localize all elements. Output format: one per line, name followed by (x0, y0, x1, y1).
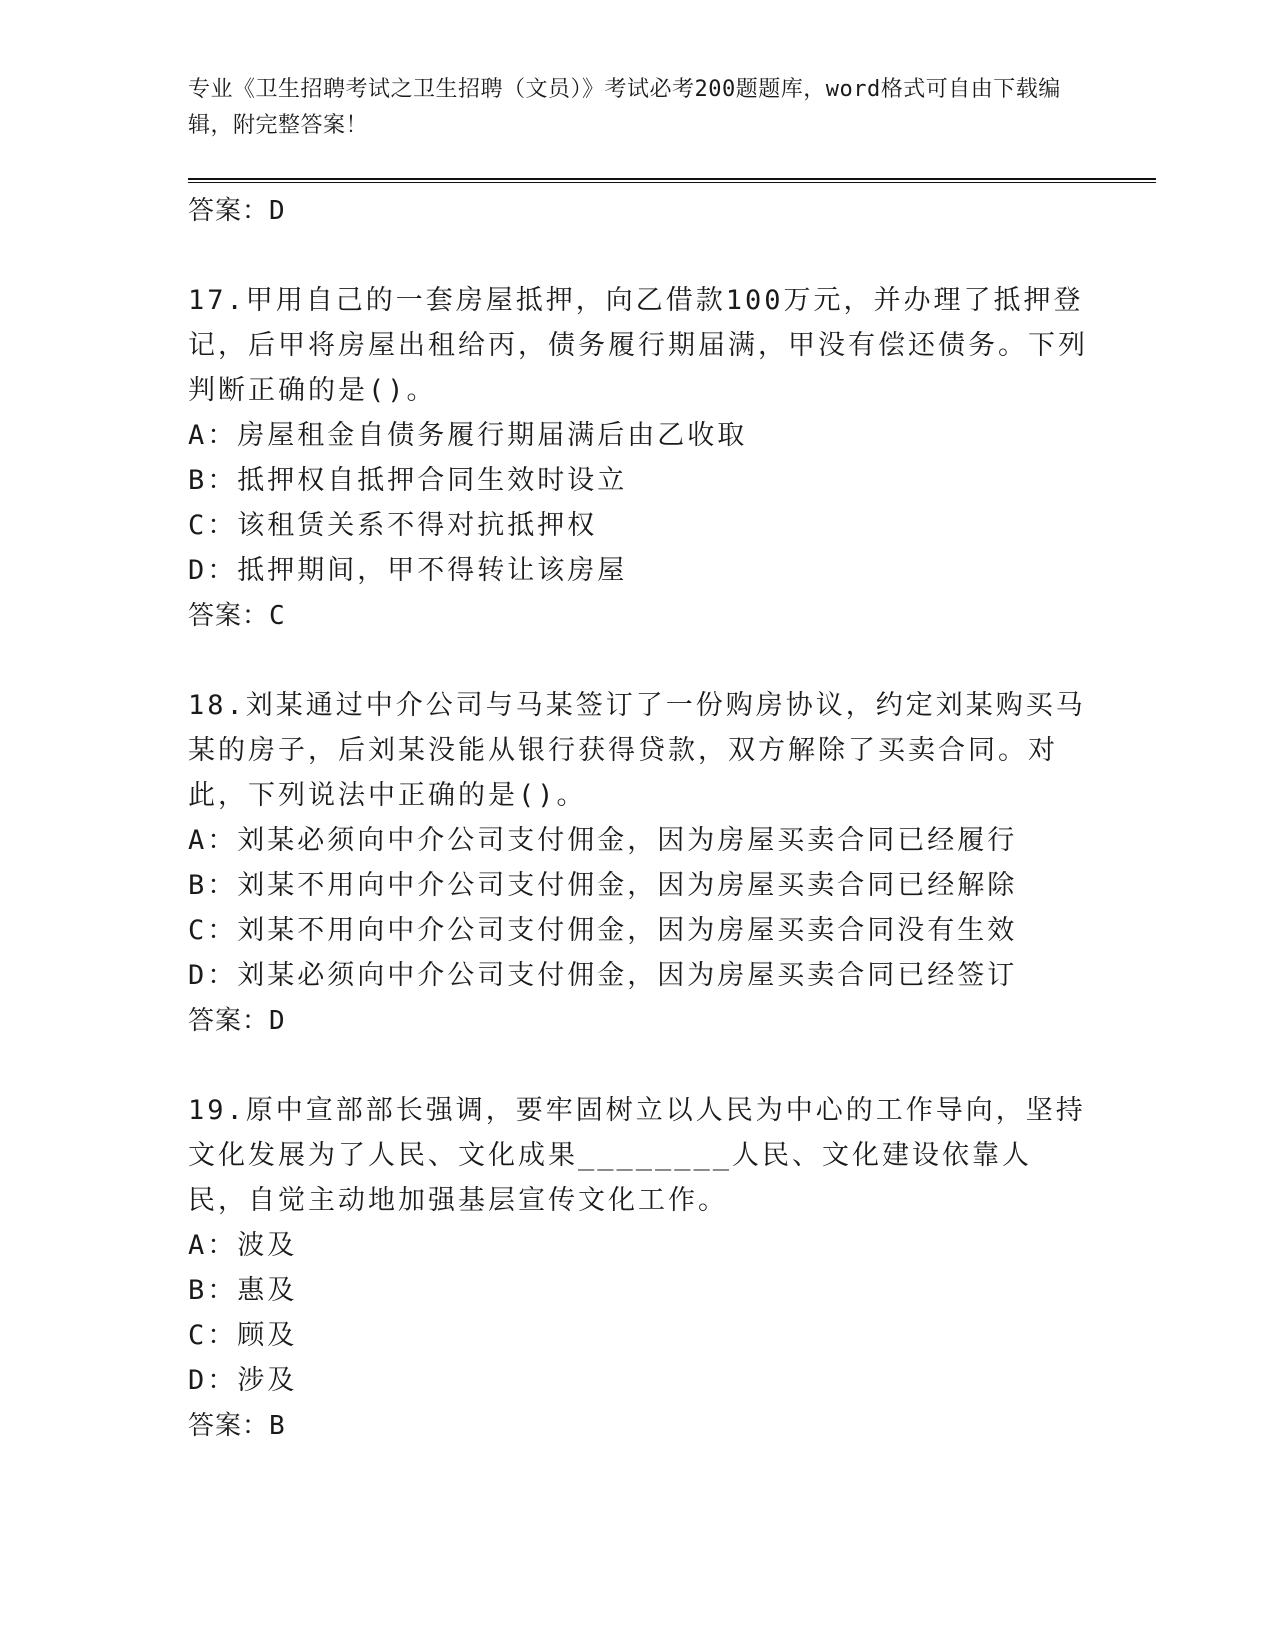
answer-line: 答案：D (188, 1006, 286, 1036)
option-d: D：刘某必须向中介公司支付佣金，因为房屋买卖合同已经签订 (188, 960, 1018, 991)
option-b: B：刘某不用向中介公司支付佣金，因为房屋买卖合同已经解除 (188, 870, 1018, 901)
option-c: C：顾及 (188, 1320, 298, 1351)
option-c: C：刘某不用向中介公司支付佣金，因为房屋买卖合同没有生效 (188, 915, 1018, 946)
option-c: C：该租赁关系不得对抗抵押权 (188, 510, 598, 541)
option-a: A：房屋租金自债务履行期届满后由乙收取 (188, 420, 748, 451)
option-d: D：抵押期间，甲不得转让该房屋 (188, 555, 628, 586)
answer-line: 答案：D (188, 196, 286, 226)
page-header: 专业《卫生招聘考试之卫生招聘（文员）》考试必考200题题库，word格式可自由下载编辑，附完整答案！ (188, 77, 1061, 138)
option-a: A：波及 (188, 1230, 298, 1261)
answer-line: 答案：C (188, 601, 286, 631)
question-17 (188, 278, 1088, 639)
option-b: B：抵押权自抵押合同生效时设立 (188, 465, 628, 496)
option-d: D：涉及 (188, 1365, 298, 1396)
question-18 (188, 683, 1088, 1044)
document-body (188, 188, 1088, 1449)
option-b: B：惠及 (188, 1275, 298, 1306)
option-a: A：刘某必须向中介公司支付佣金，因为房屋买卖合同已经履行 (188, 825, 1018, 856)
header-divider (188, 178, 1156, 183)
question-stem: 17.甲用自己的一套房屋抵押，向乙借款100万元，并办理了抵押登记，后甲将房屋出租给丙，债务履行期届满，甲没有偿还债务。下列判断正确的是()。 (188, 285, 1088, 406)
question-19 (188, 1088, 1088, 1449)
question-stem: 19.原中宣部部长强调，要牢固树立以人民为中心的工作导向，坚持文化发展为了人民、文化成果________人民、文化建设依靠人民，自觉主动地加强基层宣传文化工作。 (188, 1095, 1086, 1216)
question-stem: 18.刘某通过中介公司与马某签订了一份购房协议，约定刘某购买马某的房子，后刘某没能从银行获得贷款，双方解除了买卖合同。对此，下列说法中正确的是()。 (188, 690, 1086, 811)
answer-line: 答案：B (188, 1411, 286, 1441)
